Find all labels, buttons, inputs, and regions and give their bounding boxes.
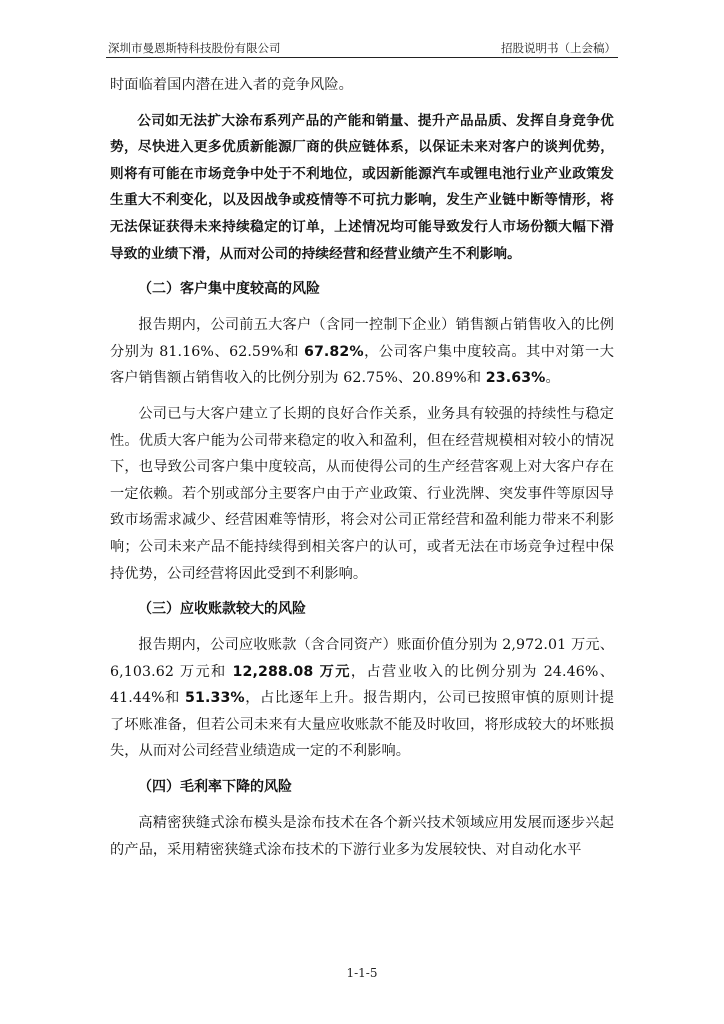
page-body [110, 72, 614, 872]
text-segment: 报告期内，公司前五大客户（含同一控制下企业）销售额占销售收入的比例分别为 81.16%、62.59%和 [110, 317, 614, 360]
section-heading-customer-concentration: （二）客户集中度较高的风险 [138, 281, 320, 298]
highlight-value: 12,288.08 万元 [232, 663, 351, 680]
paragraph-customer-dependence: 公司已与大客户建立了长期的良好合作关系，业务具有较强的持续性与稳定性。优质大客户能为公司带来稳定的收入和盈利，但在经营规模相对较小的情况下，也导致公司客户集中度较高，从而使得公司的生产经营客观上对大客户存在一定依赖。若个别或部分主要客户由于产业政策、行业洗牌、突发事件等原因导致市场需求减少、经营困难等情形，将会对公司正常经营和盈利能力带来不利影响；公司未来产品不能持续得到相关客户的认可，或者无法在市场竞争过程中保持优势，公司经营将因此受到不利影响。 [110, 405, 614, 582]
text-segment: ，占比逐年上升。报告期内，公司已按照审慎的原则计提了坏账准备，但若公司未来有大量应收账款不能及时收回，将形成较大的坏账损失，从而对公司经营业绩造成一定的不利影响。 [110, 690, 614, 760]
text-segment: 报告期内，公司应收账款（含合同资产）账面价值分别为 2,972.01 万元、6,103.62 万元和 [110, 637, 614, 680]
paragraph-gross-margin: 高精密狭缝式涂布模头是涂布技术在各个新兴技术领域应用发展而逐步兴起的产品，采用精密狭缝式涂布技术的下游行业多为发展较快、对自动化水平 [110, 815, 614, 858]
text-segment: ，占营业收入的比例分别为 24.46%、41.44%和 [110, 663, 614, 707]
section-heading-receivables: （三）应收账款较大的风险 [138, 601, 306, 618]
highlight-value: 23.63% [485, 370, 546, 387]
text-segment: 。 [545, 370, 560, 387]
highlight-value: 67.82% [303, 343, 364, 360]
paragraph-bold-risk-summary: 公司如无法扩大涂布系列产品的产能和销量、提升产品品质、发挥自身竞争优势，尽快进入更多优质新能源厂商的供应链体系，以保证未来对客户的谈判优势，则将有可能在市场竞争中处于不利地位，或因新能源汽车或锂电池行业产业政策发生重大不利变化，以及因战争或疫情等不可抗力影响，发生产业链中断等情形，将无法保证获得未来持续稳定的订单，上述情况均可能导致发行人市场份额大幅下滑导致的业绩下滑，从而对公司的持续经营和经营业绩产生不利影响。 [110, 112, 614, 262]
header-company-name: 深圳市曼恩斯特科技股份有限公司 [108, 41, 281, 55]
paragraph-receivables [110, 632, 614, 765]
paragraph-continuation: 时面临着国内潜在进入者的竞争风险。 [110, 77, 353, 93]
page-number: 1-1-5 [346, 966, 378, 980]
paragraph-customer-concentration [110, 312, 614, 392]
highlight-value: 51.33% [185, 690, 245, 707]
section-heading-gross-margin: （四）毛利率下降的风险 [138, 779, 292, 796]
text-segment: ，公司客户集中度较高。其中对第一大客户销售额占销售收入的比例分别为 62.75%、20.89%和 [110, 343, 614, 387]
header-document-title: 招股说明书（上会稿） [501, 41, 616, 55]
page-header [106, 39, 618, 58]
